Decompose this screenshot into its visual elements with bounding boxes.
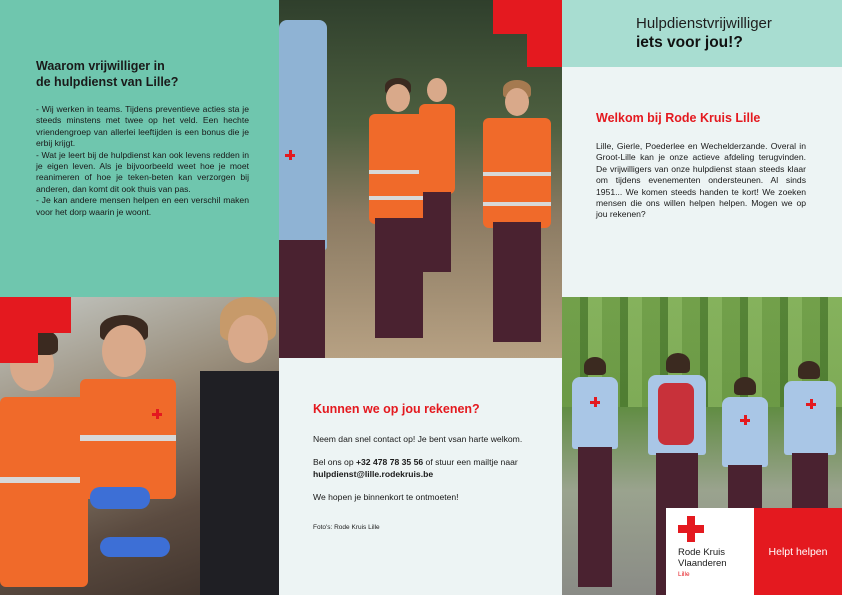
logo-name-line2: Vlaanderen <box>678 557 727 569</box>
volunteer-figure <box>72 315 182 515</box>
volunteer-figure <box>479 80 555 350</box>
contact-title: Kunnen we op jou rekenen? <box>313 402 480 416</box>
red-accent-square <box>0 297 38 363</box>
welcome-title: Welkom bij Rode Kruis Lille <box>596 111 761 125</box>
email-address[interactable]: hulpdienst@lille.rodekruis.be <box>313 468 434 479</box>
logo-branch: Lille <box>678 571 690 578</box>
why-paragraph-3: - Je kan andere mensen helpen en een verschil maken voor het dorp waarin je woont. <box>36 195 249 217</box>
patient-figure <box>190 297 279 595</box>
header-title-block <box>562 0 842 67</box>
logo-name-line1: Rode Kruis <box>678 547 725 558</box>
welcome-body: Lille, Gierle, Poederlee en Wechelderzande. Overal in Groot-Lille kan je onze actieve afdeling terugvinden. De vrijwilligers van onze hulpdienst staan steeds klaar om tijdens evenementen ondersteunen. Al sinds 1951... We komen steeds handen te kort! We zoeken mensen die ons willen helpen helpen. Mogen we op jou rekenen? <box>596 141 806 220</box>
backpack <box>658 383 694 445</box>
volunteer-figure <box>419 72 459 272</box>
phone-number[interactable]: +32 478 78 35 56 <box>356 457 424 468</box>
header-line1: Hulpdienstvrijwilliger <box>636 15 772 32</box>
contact-intro: Neem dan snel contact op! Je bent vsan harte welkom. <box>313 434 523 444</box>
why-paragraph-2: - Wat je leert bij de hulpdienst kan ook levens redden in je eigen leven. Als je bijvoorbeeld weet hoe je moet reanimeren of hoe je teken-beten kan verzorgen bij anderen, dan komt dit ook thuis van pas. <box>36 149 249 194</box>
welcome-panel <box>562 67 842 297</box>
red-cross-logo <box>666 508 754 595</box>
why-volunteer-panel <box>0 0 279 297</box>
red-cross-icon <box>678 516 704 542</box>
first-aid-photo <box>0 297 279 595</box>
why-paragraph-1: - Wij werken in teams. Tijdens preventieve acties sta je steeds minstens met twee op het veld. Een hechte vriendengroep van allerlei leeftijden is een bonus die je erbij krijgt. <box>36 104 249 149</box>
photo-credit: Foto's: Rode Kruis Lille <box>313 523 380 531</box>
gloved-hand <box>100 537 170 557</box>
volunteer-figure <box>279 0 339 358</box>
red-accent-square <box>493 0 562 34</box>
contact-panel <box>279 358 562 595</box>
red-accent-square <box>38 297 71 333</box>
why-volunteer-title: Waarom vrijwilliger in de hulpdienst van Lille? <box>36 59 179 89</box>
volunteer-figure <box>570 357 620 595</box>
header-line2: iets voor jou!? <box>636 34 743 51</box>
contact-closing: We hopen je binnenkort te ontmoeten! <box>313 492 459 503</box>
gloved-hand <box>90 487 150 509</box>
contact-details: Bel ons op +32 478 78 35 56 of stuur een mailtje naar hulpdienst@lille.rodekruis.be <box>313 457 518 479</box>
slogan-text: Helpt helpen <box>768 545 828 558</box>
slogan-block <box>754 508 842 595</box>
team-photo <box>279 0 562 358</box>
